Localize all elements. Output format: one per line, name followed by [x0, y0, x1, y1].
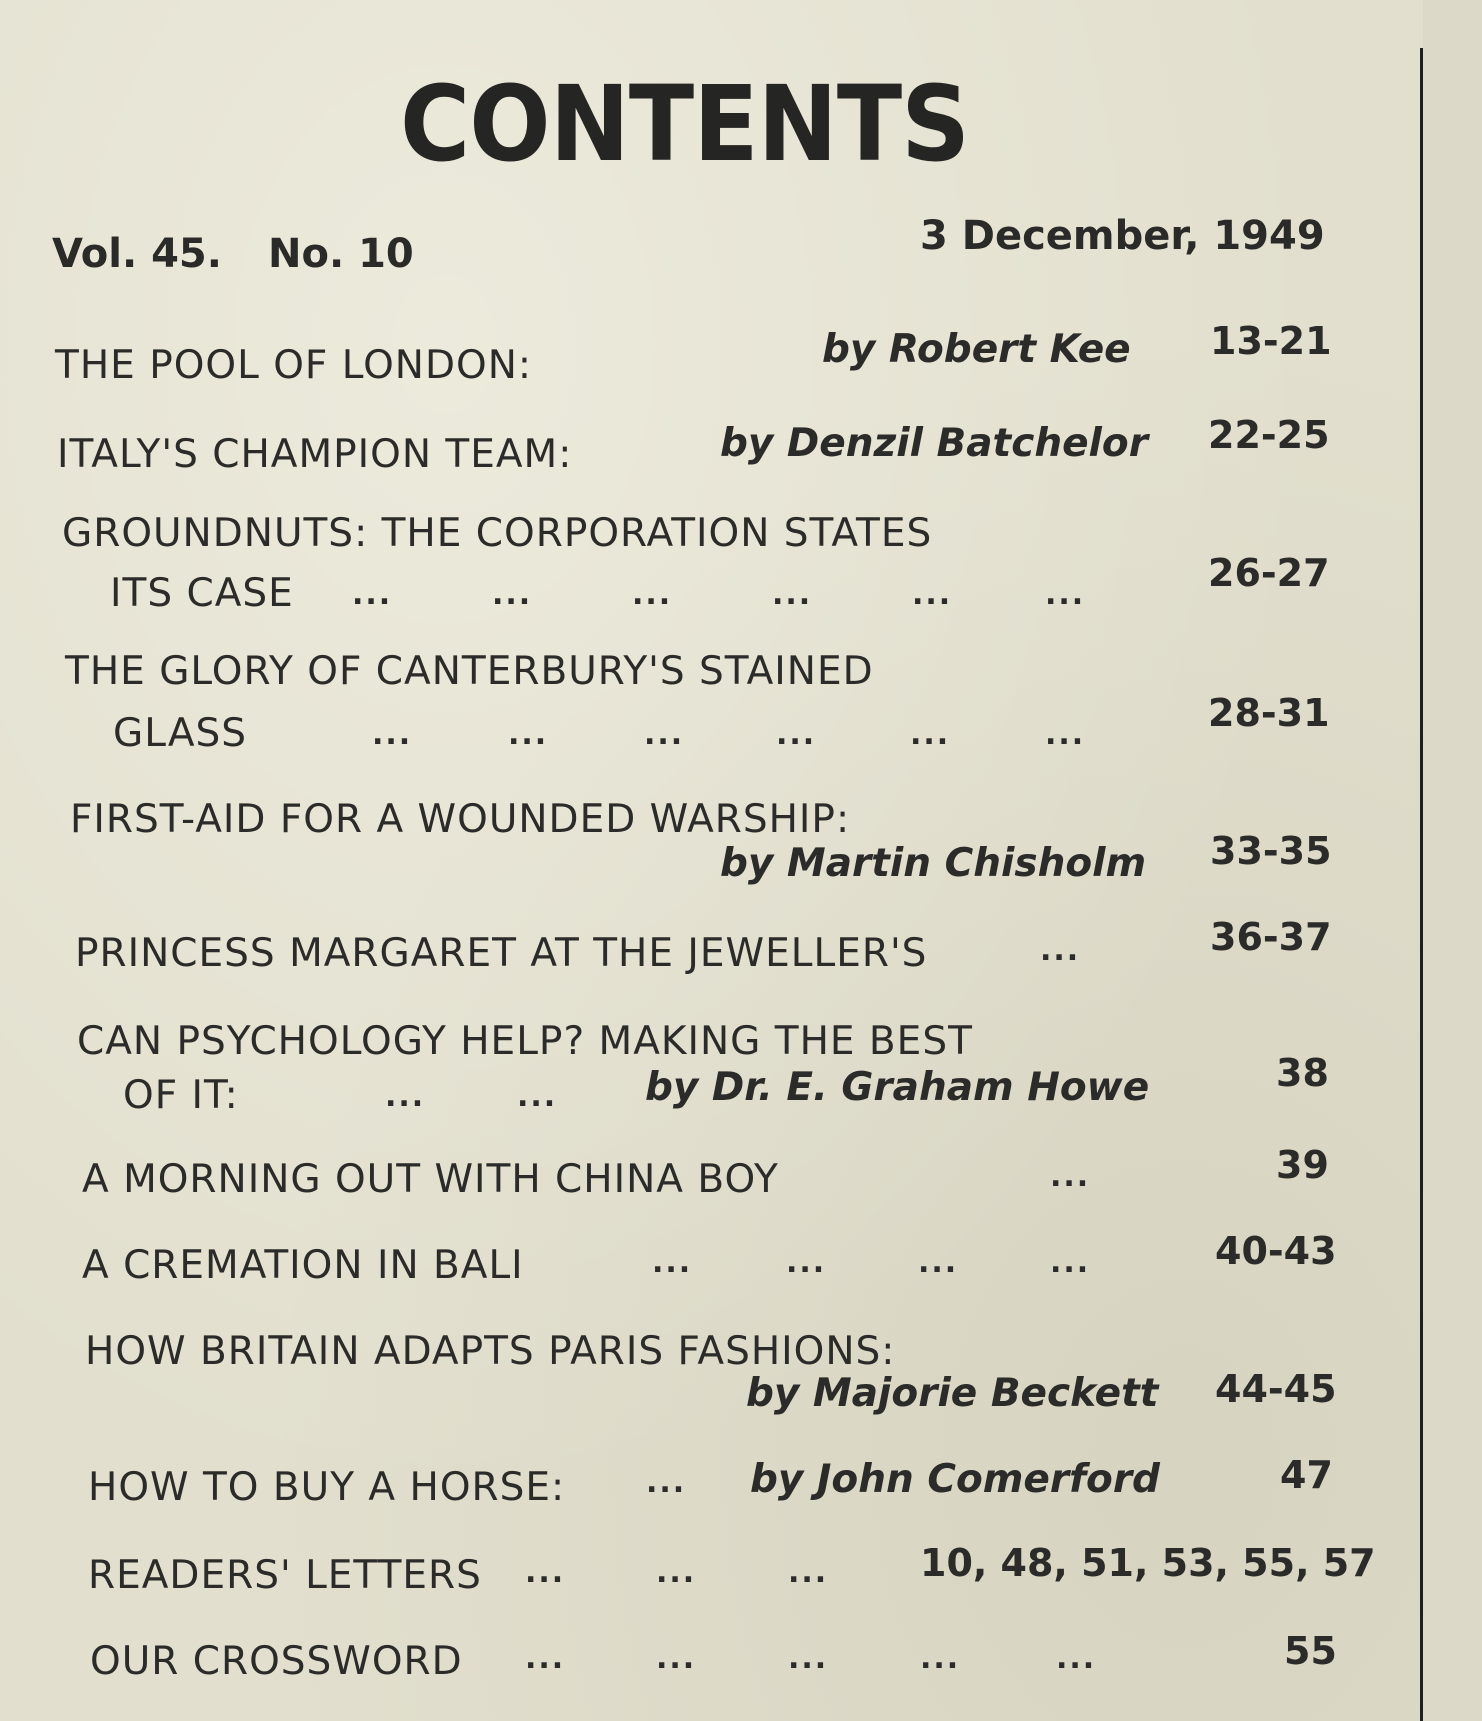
entry-author: by Martin Chisholm	[720, 841, 1147, 886]
entry-title-line1: CAN PSYCHOLOGY HELP? MAKING THE BEST	[77, 1019, 973, 1064]
entry-pages: 22-25	[1208, 413, 1330, 457]
issue-date: 3 December, 1949	[920, 213, 1325, 259]
entry-title: ITALY'S CHAMPION TEAM:	[57, 432, 573, 477]
entry-pages: 10, 48, 51, 53, 55, 57	[920, 1541, 1376, 1585]
dot-leader: ...	[644, 717, 685, 752]
dot-leader: ...	[508, 717, 549, 752]
volume-label: Vol. 45.	[52, 231, 222, 277]
entry-title-line1: GROUNDNUTS: THE CORPORATION STATES	[62, 511, 933, 556]
dot-leader: ...	[788, 1555, 829, 1590]
dot-leader: ...	[772, 577, 813, 612]
dot-leader: ...	[632, 577, 673, 612]
entry-title: HOW TO BUY A HORSE:	[88, 1465, 566, 1510]
dot-leader: ...	[920, 1641, 961, 1676]
entry-author: by Dr. E. Graham Howe	[645, 1065, 1150, 1110]
dot-leader: ...	[652, 1245, 693, 1280]
dot-leader: ...	[372, 717, 413, 752]
dot-leader: ...	[788, 1641, 829, 1676]
entry-title: OUR CROSSWORD	[90, 1639, 463, 1684]
entry-author: by Robert Kee	[822, 327, 1131, 372]
dot-leader: ...	[1056, 1641, 1097, 1676]
entry-pages: 39	[1276, 1143, 1329, 1187]
dot-leader: ...	[1050, 1159, 1091, 1194]
entry-pages: 44-45	[1215, 1367, 1337, 1411]
dot-leader: ...	[912, 577, 953, 612]
entry-title-line2: GLASS	[113, 711, 248, 756]
page-title: CONTENTS	[400, 63, 970, 185]
dot-leader: ...	[525, 1555, 566, 1590]
entry-title: A CREMATION IN BALI	[82, 1243, 524, 1288]
dot-leader: ...	[918, 1245, 959, 1280]
entry-title: A MORNING OUT WITH CHINA BOY	[82, 1157, 779, 1202]
dot-leader: ...	[385, 1079, 426, 1114]
entry-title: READERS' LETTERS	[88, 1553, 482, 1598]
dot-leader: ...	[1045, 577, 1086, 612]
dot-leader: ...	[656, 1641, 697, 1676]
entry-pages: 26-27	[1208, 551, 1330, 595]
entry-pages: 36-37	[1210, 915, 1332, 959]
entry-title: PRINCESS MARGARET AT THE JEWELLER'S	[75, 931, 928, 976]
right-margin	[1423, 0, 1482, 1721]
entry-title: THE POOL OF LONDON:	[55, 343, 533, 388]
entry-pages: 28-31	[1208, 691, 1330, 735]
entry-pages: 38	[1276, 1051, 1329, 1095]
dot-leader: ...	[1050, 1245, 1091, 1280]
dot-leader: ...	[352, 577, 393, 612]
entry-title: FIRST-AID FOR A WOUNDED WARSHIP:	[70, 797, 851, 842]
dot-leader: ...	[492, 577, 533, 612]
dot-leader: ...	[525, 1641, 566, 1676]
entry-pages: 40-43	[1215, 1229, 1337, 1273]
entry-pages: 33-35	[1210, 829, 1332, 873]
entry-author: by Denzil Batchelor	[720, 421, 1148, 466]
vertical-rule	[1420, 48, 1423, 1721]
dot-leader: ...	[656, 1555, 697, 1590]
dot-leader: ...	[517, 1079, 558, 1114]
entry-author: by Majorie Beckett	[746, 1371, 1159, 1416]
entry-title-line2: ITS CASE	[110, 571, 294, 616]
dot-leader: ...	[1045, 717, 1086, 752]
entry-pages: 55	[1284, 1629, 1337, 1673]
dot-leader: ...	[1040, 933, 1081, 968]
dot-leader: ...	[910, 717, 951, 752]
dot-leader: ...	[646, 1465, 687, 1500]
entry-title: HOW BRITAIN ADAPTS PARIS FASHIONS:	[85, 1329, 896, 1374]
entry-title-line1: THE GLORY OF CANTERBURY'S STAINED	[65, 649, 874, 694]
issue-number: No. 10	[268, 231, 414, 277]
entry-pages: 13-21	[1210, 319, 1332, 363]
dot-leader: ...	[776, 717, 817, 752]
entry-pages: 47	[1280, 1453, 1333, 1497]
entry-title-line2: OF IT:	[123, 1073, 239, 1118]
entry-author: by John Comerford	[750, 1457, 1160, 1502]
dot-leader: ...	[786, 1245, 827, 1280]
